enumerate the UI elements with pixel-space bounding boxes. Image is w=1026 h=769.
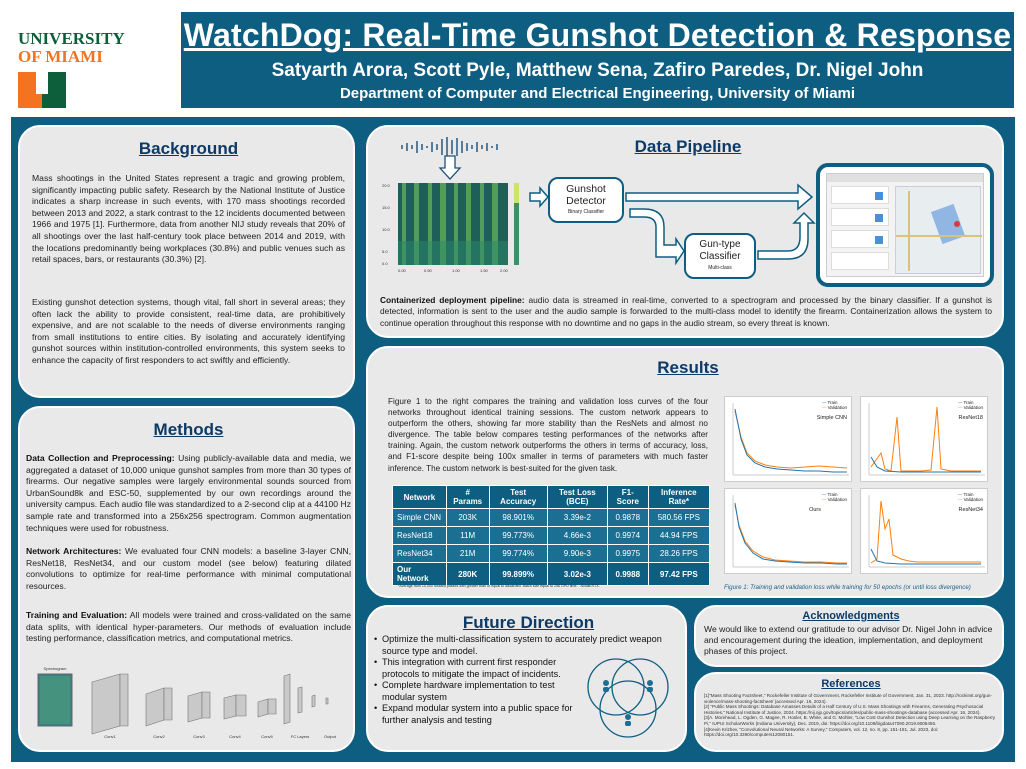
table-cell: 4.66e-3 xyxy=(547,527,607,545)
table-cell: 21M xyxy=(446,545,489,563)
results-panel xyxy=(366,346,1004,598)
map-view xyxy=(895,186,981,274)
chart-legend: — Train — Validation xyxy=(957,492,983,502)
table-cell: 203K xyxy=(446,509,489,527)
methods-data-collection-text: Using publicly-available data and media, we aggregated a dataset of 10,000 unique gunshot samples from more than 30 types of firearms. Our negative samples were largely environmental sounds sourced from UrbanSound8k and ESC-50, supplemented by our own recordings around the university campus. Each audio file was standardized to a 2-second clip at a 44100 Hz sample rate and transformed into a 256x256 spectrogram. Common augmentation techniques were used for robustness. xyxy=(26,453,352,533)
pipeline-caption-text: audio data is streamed in real-time, converted to a spectrogram and processed by the binary classifier. If a gunshot is detected, information is sent to the user and the audio sample is forwarded to the multi-class model to identify the firearm. Containerization allows the system to continue operation throughout this response with no downtime and no gaps in the audio stream, so every threat is known. xyxy=(380,295,992,328)
table-row xyxy=(393,509,710,527)
table-cell: 98.901% xyxy=(489,509,547,527)
reference-item: [4]Kevin Krizhev, "Convolutional Neural Networks: A Survey," Computers, vol. 12, no. 8, pp. 151-151, Jul. 2023, doi: https://doi.org/10.3390/computers12080151. xyxy=(704,726,939,738)
svg-text:1.50: 1.50 xyxy=(480,268,488,273)
arch-label-conv4: Conv4 xyxy=(229,734,241,739)
monitor-frame xyxy=(816,163,994,287)
methods-architectures-label: Network Architectures: xyxy=(26,546,122,556)
loss-chart-resnet34 xyxy=(860,488,988,574)
table-cell: 0.9975 xyxy=(607,545,648,563)
results-table xyxy=(392,485,710,586)
chart-label: ResNet34 xyxy=(958,507,983,513)
table-cell: 0.9878 xyxy=(607,509,648,527)
table-cell: 0.9974 xyxy=(607,527,648,545)
table-row xyxy=(393,563,710,586)
classifier-label: Gun-type Classifier xyxy=(699,239,741,262)
table-header: F1-Score xyxy=(607,486,648,509)
methods-title: Methods xyxy=(153,420,224,439)
methods-data-collection-label: Data Collection and Preprocessing: xyxy=(26,453,175,463)
table-header-row xyxy=(393,486,710,509)
chart-label: Simple CNN xyxy=(816,415,847,421)
results-title: Results xyxy=(657,358,719,377)
methods-architectures-text: We evaluated four CNN models: a baseline 3-layer CNN, ResNet18, ResNet34, and our custom model (see below) featuring dilated convolutions to optimize for real-time performance with minimal computational resources. xyxy=(26,546,351,591)
classifier-sublabel: Multi-class xyxy=(708,265,732,271)
table-row xyxy=(393,545,710,563)
legend-validation: Validation xyxy=(963,405,983,410)
table-row xyxy=(393,527,710,545)
table-header: Test Loss (BCE) xyxy=(547,486,607,509)
background-panel xyxy=(18,125,355,398)
reference-item: [2] "Public Mass Shootings: Database Amasses Details of a Half Century of U.S. Mass Shootings with Firearms, Generating Psychosocial Histories," National Institute of Justice, 2024. https://nij.ojp.gov/topics/articles/public-mass-shootings-database (accessed Apr. 16, 2024). xyxy=(704,704,984,715)
svg-text:0.0: 0.0 xyxy=(382,261,388,266)
future-item: • This integration with current first responder protocols to mitigate the impact of incidents. xyxy=(374,657,574,680)
table-cell: 3.02e-3 xyxy=(547,563,607,586)
table-cell: 0.9988 xyxy=(607,563,648,586)
future-item: • Expand modular system into a public space for further analysis and testing xyxy=(374,703,574,726)
svg-text:15.0: 15.0 xyxy=(382,205,390,210)
svg-text:1.00: 1.00 xyxy=(452,268,460,273)
table-header: # Params xyxy=(446,486,489,509)
arch-label-conv2: Conv2 xyxy=(153,734,165,739)
table-cell: 280K xyxy=(446,563,489,586)
author-list: Satyarth Arora, Scott Pyle, Matthew Sena, Zafiro Paredes, Dr. Nigel John xyxy=(271,60,924,81)
methods-training xyxy=(26,610,351,645)
table-header: Network xyxy=(393,486,447,509)
table-cell: 99.774% xyxy=(489,545,547,563)
arch-label-input: Spectrogram xyxy=(43,666,67,671)
table-header: Inference Rate* xyxy=(648,486,709,509)
results-text: Figure 1 to the right compares the training and validation loss curves of the four networks throughout identical training sessions. The custom network appears to outperform the others, showing far more stability than the ResNets and almost no divergence. The table below compares testing performances of the networks after training. Again, the custom network outperforms the others in terms of accuracy, loss, and F1-score despite being 100x smaller in terms of parameters with much faster inference. The custom network is best-suited for the given task. xyxy=(388,397,708,473)
methods-panel xyxy=(18,406,355,752)
department: Department of Computer and Electrical Engineering, University of Miami xyxy=(339,85,856,102)
chart-legend: — Train — Validation xyxy=(821,492,847,502)
legend-train: Train xyxy=(827,492,838,497)
table-cell: ResNet34 xyxy=(393,545,447,563)
pipeline-panel xyxy=(366,125,1004,338)
pipeline-caption-label: Containerized deployment pipeline: xyxy=(380,295,525,305)
future-item: • Optimize the multi-classification system to accurately predict weapon source type and model. xyxy=(374,634,684,657)
legend-validation: Validation xyxy=(827,497,847,502)
legend-train: Train xyxy=(827,400,838,405)
chart-label: ResNet18 xyxy=(958,415,983,421)
background-title: Background xyxy=(138,139,239,158)
future-panel xyxy=(366,605,687,752)
references-panel xyxy=(694,672,1004,752)
legend-validation: Validation xyxy=(827,405,847,410)
detector-label: Gunshot Detector xyxy=(566,183,606,207)
pipeline-caption xyxy=(380,295,992,329)
reference-list xyxy=(704,693,1000,738)
table-footnote: *Average from 10,000 forward passes with greater than or equal to discarded. Batch size equal to 256 GPU time. . Nvidia RTX. xyxy=(398,584,600,588)
u-logo-icon xyxy=(18,72,66,108)
chart-label: Ours xyxy=(809,507,821,513)
arch-label-fc: FC Layers xyxy=(290,734,310,739)
arch-label-output: Output xyxy=(323,734,337,739)
acknowledgments-panel xyxy=(694,605,1004,667)
pipeline-title: Data Pipeline xyxy=(634,137,742,156)
loss-chart-resnet18 xyxy=(860,396,988,482)
methods-architectures xyxy=(26,546,351,592)
methods-training-label: Training and Evaluation: xyxy=(26,610,128,620)
table-cell: Our Network xyxy=(393,563,447,586)
table-cell: 44.94 FPS xyxy=(648,527,709,545)
table-cell: ResNet18 xyxy=(393,527,447,545)
table-cell: 3.39e-2 xyxy=(547,509,607,527)
chart-legend: — Train — Validation xyxy=(821,400,847,410)
logo-line-1: UNIVERSITY xyxy=(18,29,125,48)
legend-train: Train xyxy=(963,492,974,497)
figure-caption: Figure 1: Training and validation loss while training for 50 epochs (or until loss divergence) xyxy=(724,584,971,591)
methods-training-text: All models were trained and cross-validated on the same data splits, with identical hyper-parameters. Our methods of evaluation include testing performance, classification metrics, and computational metrics. xyxy=(26,610,351,644)
svg-text:5.0: 5.0 xyxy=(382,249,388,254)
arch-label-conv3: Conv3 xyxy=(193,734,205,739)
chart-legend: — Train — Validation xyxy=(957,400,983,410)
table-cell: 28.26 FPS xyxy=(648,545,709,563)
reference-item: [3]A. Morehead, L. Ogden, G. Magee, R. Hosler, B. White, and G. Mohler, "Low Cost Gunshot Detection using Deep Learning on the Raspberry Pi," IUPUI ScholarWorks (Indiana University), Dec. 2019, doi: https://doi.org/10.1109/bigdata47090.2019.9006456. xyxy=(704,715,996,726)
svg-text:2.00: 2.00 xyxy=(500,268,508,273)
legend-validation: Validation xyxy=(963,497,983,502)
references-title: References xyxy=(821,678,881,690)
arch-label-conv1: Conv1 xyxy=(104,734,116,739)
logo-line-2: OF MIAMI xyxy=(18,47,103,66)
venn-network-icon xyxy=(578,647,678,747)
university-logo xyxy=(18,30,125,66)
table-cell: 11M xyxy=(446,527,489,545)
legend-train: Train xyxy=(963,400,974,405)
table-cell: 99.773% xyxy=(489,527,547,545)
arch-label-conv5: Conv5 xyxy=(261,734,273,739)
svg-text:0.50: 0.50 xyxy=(424,268,432,273)
table-cell: 97.42 FPS xyxy=(648,563,709,586)
background-paragraph-2: Existing gunshot detection systems, though vital, fall short in several areas; they often lack the ability to provide consistent, real-time data, are prohibitively expensive, and are not scalable to the needs of diverse environments ranging from small institutions to entire cities. By isolating and accurately identifying gunshot sources within institution-controlled environments, this system seeks to enhance the capacity of first responders to act swiftly and efficiently. xyxy=(32,297,345,365)
svg-text:10.0: 10.0 xyxy=(382,227,390,232)
future-item: • Complete hardware implementation to test modular system xyxy=(374,680,574,703)
acknowledgments-title: Acknowledgments xyxy=(802,610,900,622)
poster-title: WatchDog: Real-Time Gunshot Detection & Response xyxy=(183,17,1012,53)
dashboard-screenshot xyxy=(826,173,984,277)
table-cell: 580.56 FPS xyxy=(648,509,709,527)
loss-chart-simple-cnn xyxy=(724,396,852,482)
detector-sublabel: Binary Classifier xyxy=(567,209,605,215)
table-cell: 99.899% xyxy=(489,563,547,586)
future-title: Future Direction xyxy=(462,613,595,632)
methods-data-collection xyxy=(26,453,351,534)
table-cell: 9.90e-3 xyxy=(547,545,607,563)
acknowledgments-text: We would like to extend our gratitude to our advisor Dr. Nigel John in advice and encouragement during the ideation, implementation, and deployment phases of this project. xyxy=(704,624,993,656)
background-paragraph-1: Mass shootings in the United States represent a tragic and growing problem, significantly impacting public safety. Research by the National Institute of Justice indicates a sharp increase in such events, with 170 mass shootings recorded between 2013 and 2022, a stark contrast to the 12 incidents documented between 1966 and 1975 [1]. Furthermore, data from another NIJ study reveals that 20% of all shootings over the last half-century took place between 2014 and 2019, with the locations predominantly being workplaces (30.8%) and public venues such as retail spaces, bars, or restaurants (30.3%) [2]. xyxy=(32,173,345,265)
architecture-diagram xyxy=(34,660,346,742)
svg-text:0.00: 0.00 xyxy=(398,268,406,273)
reference-item: [1]"Mass Shooting Factsheet," Rockefeller Institute of Government, Rockefeller Institute of Government, Jan. 31, 2023. http://rockinst.org/gun-violence/mass-shooting-factsheet/ (accessed Apr. 16, 2024). xyxy=(704,693,992,704)
table-header: Test Accuracy xyxy=(489,486,547,509)
loss-chart-ours xyxy=(724,488,852,574)
table-cell: Simple CNN xyxy=(393,509,447,527)
svg-text:20.0: 20.0 xyxy=(382,183,390,188)
